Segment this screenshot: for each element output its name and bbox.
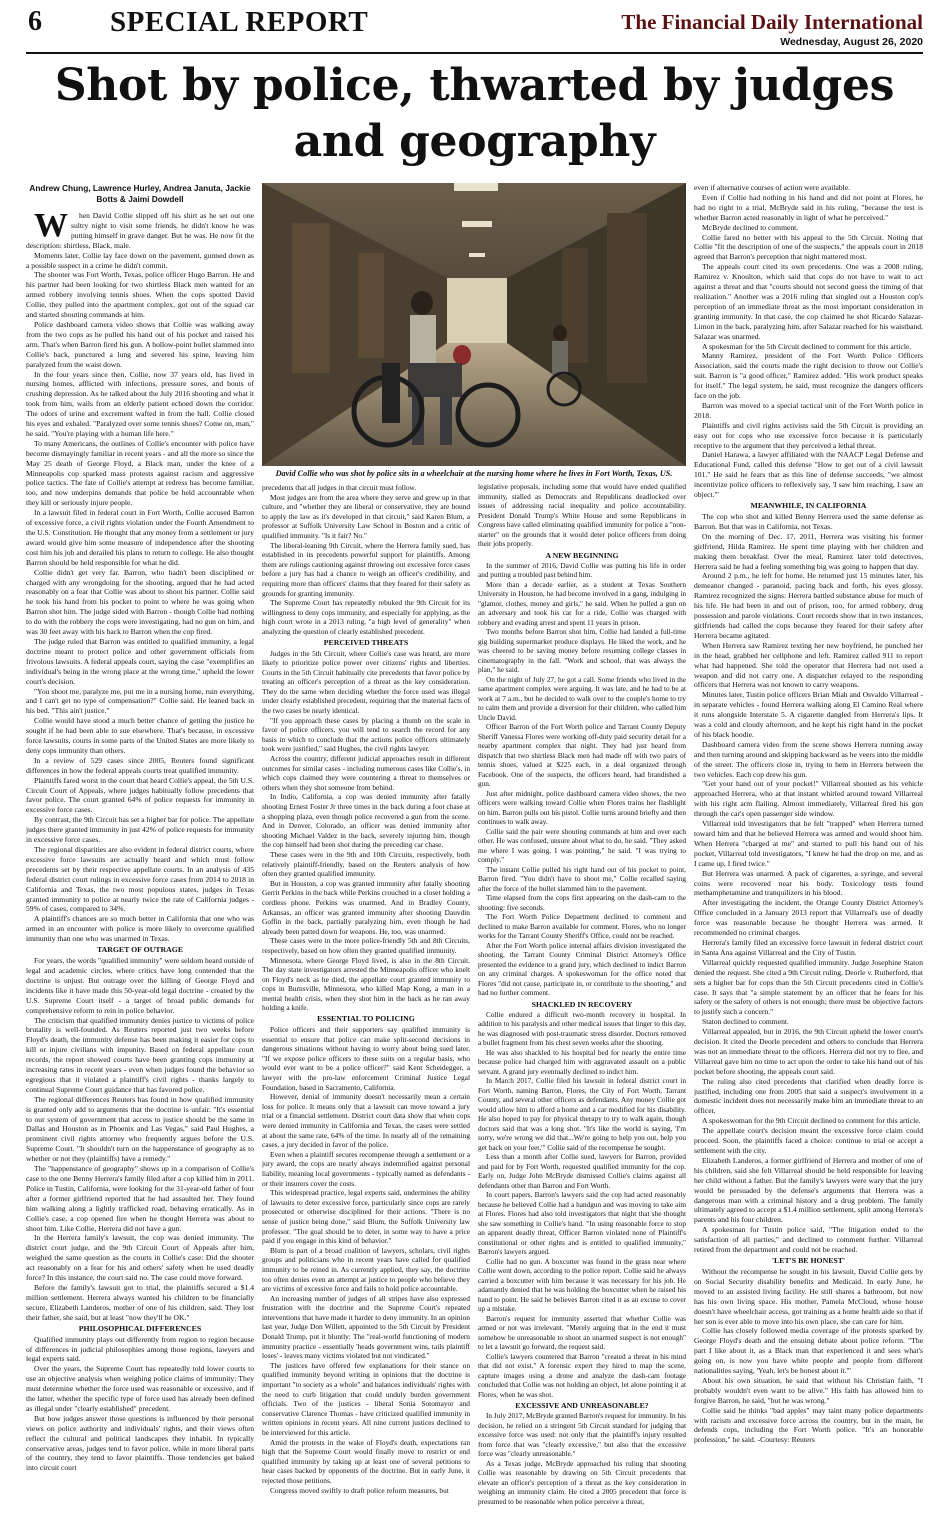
article-paragraph: After investigating the incident, the Orange County District Attorney's Office concluded in a January 2013 report that Villarreal's use of deadly force was reasonable because he thought Herrera was armed. It recommended no criminal charges. (694, 898, 923, 938)
article-paragraph: Daniel Harawa, a lawyer affiliated with the NAACP Legal Defense and Educational Fund, called this defense "How to get out of a civil lawsuit 101." He said he fears that as this line of defense succeeds, "we almost incentivize police officers to reflexively say, 'I saw him reaching, I saw an object.'" (694, 450, 923, 500)
article-paragraph: Moments later, Collie lay face down on the pavement, gunned down as a possible suspect in a crime he didn't commit. (26, 250, 254, 270)
article-paragraph: In the Herrera family's lawsuit, the cop was denied immunity. The district court judge, and the 9th Circuit Court of Appeals after him, weighed the same question as the courts in Collie's case: Did the shooter act reasonably on a fear for his and others' safety when he used deadly force? In this instance, the court said no. The case could move forward. (26, 1233, 254, 1283)
section-subhead: PERCEIVED THREATS (323, 637, 409, 647)
article-paragraph: Collie fared no better with his appeal to the 5th Circuit. Noting that Collie "fit the description of one of the suspects," the appeals court in 2018 agreed that Barron's perception that night mattered most. (694, 232, 923, 262)
article-paragraph: Minutes later, Tustin police officers Brian Miah and Osvaldo Villarreal - in separate vehicles - found Herrera walking along El Camino Real where it runs alongside Interstate 5. A cigarette dangled from Herrera's lips. It was a cold and cloudy afternoon, and he kept his right hand in the pocket of his black hoodie. (694, 690, 923, 739)
headline: Shot by police, thwarted by judges and geography (54, 60, 895, 167)
article-paragraph: In Indio, California, a cop was denied immunity after fatally shooting Ernest Foster Jr three times in the back during a foot chase at a shopping plaza, even though police recovered a gun from the scene. And in Denver, Colorado, an officer was denied immunity after shooting Michael Valdez in the back, severely injuring him, though the cop himself had been shot during the preceding car chase. (262, 792, 470, 850)
article-paragraph: Over the years, the Supreme Court has repeatedly told lower courts to use an objective analysis when weighing police claims of immunity: They must determine whether the force used was reasonable or excessive, and if the latter, whether the specific type of force used has already been defined as illegal under "clearly established" precedent. (26, 1364, 254, 1413)
article-paragraph: The regional differences Reuters has found in how qualified immunity is granted only add to arguments that the doctrine is unfair. "It's essential to our system of government that access to justice should be the same in Dallas and Houston as in Phoenix and Las Vegas," said Paul Hughes, a prominent civil rights attorney who frequently argues before the U.S. Supreme Court. "It shouldn't turn on the happenstance of geography as to whether or not they (plaintiffs) have a remedy." (26, 1094, 254, 1164)
article-paragraph: On the night of July 27, he got a call. Some friends who lived in the same apartment complex were arguing. It was late, and he had to be at work at 7 a.m., but he decided to walk over to the couple's home to try to calm them and provide a diversion for their children, who called him Uncle David. (478, 675, 686, 722)
article-paragraph: About his own situation, he said that without his Christian faith, "I probably wouldn't even want to be alive." His faith has allowed him to forgive Barron, he said, "but he was wrong." (694, 1375, 923, 1405)
section-subhead: EXCESSIVE AND UNREASONABLE? (515, 1401, 649, 1410)
article-paragraph: Around 2 p.m., he left for home. He returned just 15 minutes later, his demeanor changed - paranoid, pacing back and forth, his eyes glossy. Ramirez recognized the signs: Herrera battled substance abuse for much of his life. He had been in and out of prison, too, for armed robbery, drug possession and parole violations. Court records show that in two instances, girlfriends had called the cops because they feared for their safety after Herrera became agitated. (694, 571, 923, 640)
article-paragraph: On the morning of Dec. 17, 2011, Herrera was visiting his former girlfriend, Hilda Ramirez. He spent time playing with her children and making them breakfast. Over the meal, Ramirez later told detectives, Herrera said he had a feeling something big was going to happen that day. (694, 531, 923, 571)
article-paragraph: These cases were in the 9th and 10th Circuits, respectively, both relatively plaintiff-friendly, based on the Reuters analysis of how often they granted qualified immunity. (262, 849, 470, 879)
article-paragraph: The shooter was Fort Worth, Texas, police officer Hugo Barron. He and his partner had been looking for two shirtless Black men wanted for an armed robbery involving tennis shoes. When the cops spotted David Collie, they pulled into the apartment complex, got out of the squad car and started shouting commands at him. (26, 270, 254, 320)
article-paragraph: To many Americans, the outlines of Collie's encounter with police have become dismayingly familiar in recent years - and all the more so since the May 25 death of George Floyd, a Black man, under the knee of a Minneapolis cop sparked mass protests against racism and aggressive police tactics. The fate of Collie's attempt at redress has become familiar, too, and now underpins demands that police be held accountable when they kill or seriously injure people. (26, 438, 254, 508)
photo-caption: David Collie who was shot by police sits in a wheelchair at the nursing home where he lives in Fort Worth, Texas, US. (275, 469, 673, 478)
article-paragraph: The justices have offered few explanations for their stance on qualified immunity beyond writing in opinions that the doctrine is important "to society as a whole" and balances individuals' rights with the need to curb litigation that could unduly burden government officials. Two of the justices - liberal Sonia Sotomayor and conservative Clarence Thomas - have criticized qualified immunity in written opinions in recent years. All nine current justices declined to be interviewed for this article. (262, 1360, 470, 1437)
article-paragraph: The Supreme Court has repeatedly rebuked the 9th Circuit for its willingness to deny cops immunity, and especially for applying, as the high court wrote in a 2013 ruling, "a high level of generality" when analyzing the question of clearly established precedent. (262, 598, 470, 636)
article-paragraph: McBryde declined to comment. (702, 222, 799, 232)
nursing-home-hallway-image (262, 183, 686, 466)
article-paragraph: Collie endured a difficult two-month recovery in hospital. In addition to his paralysis and other medical issues that linger to this day, he was diagnosed with post-traumatic stress disorder. Doctors removed a bullet fragment from his chest seven weeks after the shooting. (478, 1010, 686, 1047)
article-paragraph: Collie's lawyers countered that Barron "created a threat in his mind that did not exist." A forensic expert they hired to map the scene, capture images using a drone and analyze the dash-cam footage concluded that Collie was not holding an object, let alone pointing it at Flores, when he was shot. (478, 1352, 686, 1399)
article-paragraph: Most judges are from the area where they serve and grew up in that culture, and "whether they are liberal or conservative, they are bound to apply the law as it's developed in that circuit," said Karen Blum, a professor at Suffolk University Law School in Boston and a critic of qualified immunity. "Is it fair? No." (262, 492, 470, 540)
article-paragraph: Collie said he thinks "bad apples" may taint many police departments with racism and excessive force across the country, but in the main, he defends cops, including the Fort Worth police. "It's an honorable profession," he said. -Courtesy: Reuters (694, 1405, 923, 1445)
article-paragraph: In a review of 529 cases since 2005, Reuters found significant differences in how the federal appeals courts treat qualified immunity. (26, 755, 254, 775)
article-paragraph: The criticism that qualified immunity denies justice to victims of police brutality is well-founded. As Reuters reported just two weeks before Floyd's death, the immunity defense has been making it easier for cops to kill or injure civilians with impunity. Based on federal appellate court records, the report showed courts have been granting cops immunity at increasing rates in recent years - even when judges found the behavior so egregious that it violated a plaintiff's civil rights - thanks largely to continual Supreme Court guidance that has favored police. (26, 1015, 254, 1094)
article-paragraph: The instant Collie pulled his right hand out of his pocket to point, Barron fired. "You didn't have to shoot me," Collie recalled saying after the force of the bullet slammed him to the pavement. (478, 865, 686, 893)
article-paragraph: Across the country, different judicial approaches result in different outcomes for similar cases - including numerous cases like Collie's, in which cops claimed they were countering a threat to themselves or others when they shot someone from behind. (262, 754, 470, 792)
article-paragraph: Without the recompense he sought in his lawsuit, David Collie gets by on Social Security disability benefits and Medicaid. In early June, he moved to an assisted living facility. He still shares a bathroom, but now has his own living space. His mother, Pamela McCloud, whose house doesn't have wheelchair access, got training as a home health aide so that if her son is ever able to move into his own place, she can care for him. (694, 1266, 923, 1326)
article-paragraph: As a Texas judge, McBryde approached his ruling that shooting Collie was reasonable by drawing on 5th Circuit precedents that elevate an officer's perception of a threat as the key consideration in weighing an immunity claim. He cited a 2005 precedent that force is presumed to be reasonable when police perceive a threat, (478, 1459, 686, 1506)
article-paragraph: A spokeswoman for the 9th Circuit declined to comment for this article. (702, 1116, 921, 1126)
article-paragraph: The cop who shot and killed Benny Herrera used the same defense as Barron. But that was in California, not Texas. (694, 512, 923, 531)
section-subhead: MEANWHILE, IN CALIFORNIA (750, 501, 867, 510)
article-paragraph: Just after midnight, police dashboard camera video shows, the two officers were walking toward Collie when Flores trains her flashlight on him. Barron pulls out his pistol. Collie turns around briefly and then continues to walk away. (478, 789, 686, 826)
article-paragraph: But in Houston, a cop was granted immunity after fatally shooting Gerrit Perkins in the back while Perkins crouched in a closet holding a cordless phone. Perkins was unarmed. And in Bradley County, Arkansas, an officer was granted immunity after shooting Dauvdin Goffin in the back, partially paralyzing him, even though he had already been patted down for weapons. He, too, was unarmed. (262, 878, 470, 936)
section-subhead: ESSENTIAL TO POLICING (317, 1014, 415, 1024)
section-title: SPECIAL REPORT (110, 6, 369, 38)
article-paragraph: The regional disparities are also evident in federal district courts, where excessive force lawsuits are actually heard and which must follow precedents set by their respective appellate courts. In an analysis of 435 federal district court rulings in excessive force cases from 2014 to 2018 in California and Texas, the two most populous states, judges in Texas granted immunity to police at nearly twice the rate of California judges - 59% of cases, compared to 34%. (26, 845, 254, 914)
article-paragraph: Before the family's lawsuit got to trial, the plaintiffs secured a $1.4 million settlement. Herrera always wanted his children to be financially secure, Elizabeth Landeros, mother of one of his children, said. They lost their father, she said, but at least "now they'll be OK." (26, 1282, 254, 1322)
article-paragraph: However, denial of immunity doesn't necessarily mean a certain loss for police. It means only that a lawsuit can move toward a jury trial or a financial settlement. District court data show that when cops were denied immunity in California and Texas, the cases were settled at about the same rate, 64% of the time. In nearly all of the remaining cases, a jury decided in favor of the police. (262, 1092, 470, 1150)
article-paragraph: Barron was moved to a special tactical unit of the Fort Worth police in 2018. (694, 400, 923, 420)
article-paragraph: The Fort Worth Police Department declined to comment and declined to make Barron available for comment. Flores, who no longer works for the Tarrant County Sheriff's Office, could not be reached. (478, 913, 686, 940)
article-paragraph: Even when a plaintiff secures recompense through a settlement or a jury award, the cops are nearly always indemnified against personal liability, meaning local governments - typically named as defendants - or their insurers cover the costs. (262, 1149, 470, 1188)
article-paragraph: even if alternative courses of action were available. (694, 183, 851, 192)
article-paragraph: In a lawsuit filed in federal court in Fort Worth, Collie accused Barron of excessive force, a civil rights violation under the Fourth Amendment to the U.S. Constitution. He thought that any money from a settlement or jury award would give him some measure of independence after the shooting cost him his job and derailed his plans to return to college. He also thought Barron should be held responsible for what he did. (26, 508, 254, 567)
article-paragraph: The ruling also cited precedents that clarified when deadly force is justified, including one from 2005 that said a suspect's involvement in a domestic incident does not necessarily make him an immediate threat to an officer. (694, 1076, 923, 1116)
article-paragraph: This widespread practice, legal experts said, undermines the ability of lawsuits to deter excessive force, particularly since cops are rarely prosecuted or otherwise disciplined for their actions. "There is no sense of justice being done," said Blum, the Suffolk University law professor. "The goal should be to deter, in some way to have a price paid if you engage in this kind of behavior." (262, 1188, 470, 1246)
article-paragraph: legislative proposals, including some that would have ended qualified immunity, stalled as Democrats and Republicans deadlocked over issues of addressing racial inequality and police accountability. President Donald Trump's White House and some Republicans in Congress have called eliminating qualified immunity for police a "non-starter" on the grounds that it would deter police officers from doing their jobs properly. (478, 483, 686, 548)
article-paragraph: But Herrera was unarmed. A pack of cigarettes, a syringe, and several coins were recovered near his body. Toxicology tests found methamphetamine and tranquilizers in his blood. (694, 868, 923, 898)
byline: Andrew Chung, Lawrence Hurley, Andrea Januta, Jackie Botts & Jaimi Dowdell (29, 183, 251, 204)
article-paragraph: The judge ruled that Barron was entitled to qualified immunity, a legal doctrine meant to protect police and other government officials from frivolous lawsuits. A federal appeals court, saying the case "exemplifies an individual's being in the wrong place at the wrong time," upheld the lower court's decision. (26, 636, 254, 686)
page-number: 6 (28, 6, 42, 37)
article-paragraph: Amid the protests in the wake of Floyd's death, expectations ran high that the Supreme Court would finally move to restrict or end qualified immunity by taking up at least one of several petitions to hear cases backed by opponents of the doctrine. But in early June, it rejected those petitions. (262, 1437, 470, 1485)
article-paragraph: Villarreal appealed, but in 2016, the 9th Circuit upheld the lower court's decision. It cited the Deorle precedent and others to conclude that Herrera was not an immediate threat to the officers. Herrera did not try to flee, and Villarreal gave him no time to act upon the order to take his hand out of his pocket before shooting, the appeals court said. (694, 1027, 923, 1076)
article-paragraph: Officer Barron of the Fort Worth police and Tarrant County Deputy Sheriff Vanessa Flores were working off-duty paid security detail for a nearby apartment complex that night. They had just heard from dispatch that two shirtless Black men had made off with two pairs of tennis shoes, valued at $225 each, in a deal organized through Facebook. One of the suspects, the officers heard, had brandished a gun. (478, 723, 686, 788)
article-paragraph: Villarreal quickly requested qualified immunity. Judge Josephine Staton denied the request. She cited a 9th Circuit ruling, Deorle v. Rutherford, that sets a higher bar for cops than the 5th Circuit precedents cited in Collie's case. It says that "a simple statement by an officer that he fears for his safety or the safety of others is not enough; there must be objective factors to justify such a concern." (694, 957, 923, 1017)
article-paragraph: A plaintiff's chances are so much better in California that one who was armed in an encounter with police is more likely to overcome qualified immunity than one who was unarmed in Texas. (26, 914, 254, 944)
article-paragraph: Two months before Barron shot him, Collie had landed a full-time gig building supermarket produce displays. He liked the work, and he was cheered to be saving money before resuming college classes in cinematography in the fall. "Work and school, that was always the plan," he said. (478, 628, 686, 674)
article-column-1 (26, 211, 254, 1513)
article-paragraph: But how judges answer those questions is influenced by their personal views on police authority and individuals' rights, and their views often reflect the cultural and political landscapes they inhabit. In typically conservative areas, judges tend to favor police, while in more liberal parts of the country, they tend to favor plaintiffs. Those tendencies get baked into circuit court (26, 1413, 254, 1473)
article-paragraph: The appellate court's decision meant the excessive force claim could proceed. Soon, the plaintiffs faced a choice: continue to trial or accept a settlement with the city. (694, 1126, 923, 1155)
article-paragraph: The liberal-leaning 9th Circuit, where the Herrera family sued, has established in its precedents powerful support for plaintiffs. Among them are rulings cautioning against throwing out excessive force cases before a jury has had a chance to weigh an officer's credibility, and requiring more than officers' claims that they feared for their safety as grounds for granting immunity. (262, 540, 470, 598)
article-paragraph: In July 2017, McBryde granted Barron's request for immunity. In his decision, he relied on a stringent 5th Circuit standard for judging that excessive force was used: not only that the plaintiff's injury resulted from force that was "clearly excessive," but also that the excessive force was "clearly unreasonable." (478, 1412, 686, 1458)
article-paragraph: More than a decade earlier, as a student at Texas Southern University in Houston, he had become involved in a gang, indulging in "glamor, clothes, money and girls," he said. When he pulled a gun on an adversary and took his car for a ride, Collie was charged with robbery and evading arrest and spent 11 years in prison. (478, 580, 686, 627)
article-paragraph: Herrera's family filed an excessive force lawsuit in federal district court in Santa Ana against Villarreal and the City of Tustin. (694, 937, 923, 957)
article-paragraph: Even if Collie had nothing in his hand and did not point at Flores, he had no right to a trial, McBryde said in his ruling, "because the test is whether Barron acted reasonably in light of what he perceived." (694, 192, 923, 222)
article-paragraph: Manny Ramirez, president of the Fort Worth Police Officers Association, said the courts made the right decision to throw out Collie's suit. Barron is "a good officer," Ramirez added. "His work product speaks for itself." The legal system, he said, must recognize the dangers officers face on the job. (694, 351, 923, 401)
section-subhead: PHILOSOPHICAL DIFFERENCES (78, 1323, 202, 1333)
article-paragraph: Blum is part of a broad coalition of lawyers, scholars, civil rights groups and politicians who in recent years have called for qualified immunity to be reined in. As currently applied, they say, the doctrine too often denies even an attempt at justice to people who believe they are victims of excessive force and fails to hold police accountable. (262, 1245, 470, 1294)
article-column-2 (262, 483, 470, 1513)
masthead-rule (26, 52, 923, 54)
article-paragraph: Collie didn't get very far. Barron, who hadn't been disciplined or charged with any wrongdoing for the shooting, argued that he had acted reasonably on a fear that Collie was about to shoot his partner. Collie said he took his hand from his pocket to point to where he was going when Barron shot him. The judge sided with Barron - though Collie had nothing to do with the robbery the cops were investigating, had no gun on him, and was 30 feet away with his back to Barron when the cop fired. (26, 567, 254, 637)
article-paragraph: "You shoot me, paralyze me, put me in a nursing home, ruin everything, and I can't get no type of compensation?" Collie said. He leaned back in his bed. "This ain't justice." (26, 686, 254, 716)
newspaper-name: The Financial Daily International (621, 10, 923, 34)
article-paragraph: Barron's request for immunity asserted that whether Collie was armed or not was irrelevant. "Merely arguing that in the end it must somehow be unreasonable to shoot an unarmed suspect is not enough" to let a lawsuit go forward, the request said. (478, 1314, 686, 1351)
article-paragraph: Time elapsed from the cops first appearing on the dash-cam to the shooting: five seconds. (478, 894, 686, 912)
article-paragraph: By contrast, the 9th Circuit has set a higher bar for police. The appellate judges there granted immunity in just 42% of police requests for immunity in excessive force cases. (26, 815, 254, 845)
article-paragraph: Collie had no gun. A boxcutter was found in the grass near where Collie went down, according to the police report. Collie said he always carried a boxcutter with him because it was necessary for his job. He adamantly denied that he was holding the boxcutter when he raised his hand to point. He said he believes Barron cited it as an excuse to cover up a mistake. (478, 1257, 686, 1313)
article-paragraph: Judges in the 5th Circuit, where Collie's case was heard, are more likely to prioritize police power over citizens' rights and liberties. Courts in the 5th Circuit habitually cite precedents that favor police by treating an officer's perception of a threat as the key consideration. They do the same when deciding whether the force used was illegal under clearly established precedent, requiring that the material facts of the two cases be nearly identical. (262, 648, 470, 716)
article-paragraph: Police officers and their supporters say qualified immunity is essential to ensure that police can make split-second decisions in dangerous situations without having to worry about being sued later. "If we expose police officers to these suits on a regular basis, who would ever want to be a police officer?" said Kent Scheidegger, a lawyer with the pro-law enforcement Criminal Justice Legal Foundation, based in Sacramento, California. (262, 1025, 470, 1092)
article-photo (262, 183, 686, 466)
article-paragraph: Less than a month after Collie sued, lawyers for Barron, provided and paid for by Fort Worth, requested qualified immunity for the cop. Early on, Judge John McBryde dismissed Collie's claims against all defendants other than Barron and Fort Worth. (478, 1153, 686, 1190)
article-paragraph: Plaintiffs and civil rights activists said the 5th Circuit is providing an easy out for cops who use excessive force because it is particularly receptive to the argument that they perceived a lethal threat. (694, 420, 923, 450)
article-paragraph: A spokesman for the 5th Circuit declined to comment for this article. (702, 341, 912, 351)
article-paragraph: A spokesman for Tustin police said, "The litigation ended to the satisfaction of all parties," and declined to comment further. Villarreal retired from the department and could not be reached. (694, 1225, 923, 1255)
article-paragraph: Congress moved swiftly to draft police reform measures, but (270, 1485, 449, 1495)
article-paragraph: Dashboard camera video from the scene shows Herrera running away and then turning around and skipping backward as he veers into the middle of the street. The officers close in, trying to hem in Herrera between the two vehicles. Each cop drew his gun. (694, 739, 923, 779)
article-paragraph: These cases were in the more police-friendly 5th and 8th Circuits, respectively, based on how often they granted qualified immunity. (262, 936, 470, 955)
article-paragraph: Collie has closely followed media coverage of the protests sparked by George Floyd's death and the ensuing debate about police reform. "The part I like about it, as a Black man that experienced it and sees what's going on, is now you have white people and people from different nationalities saying, 'Yeah, let's be honest about it.'" (694, 1326, 923, 1376)
article-paragraph: For years, the words "qualified immunity" were seldom heard outside of legal and academic circles, where critics have long contended that the doctrine is unjust. But outrage over the killing of George Floyd and incidents like it have made this 50-year-old legal doctrine - created by the U.S. Supreme Court itself - a target of broad public demands for comprehensive reform to rein in police behavior. (26, 956, 254, 1015)
article-paragraph: Collie said the pair were shouting commands at him and over each other. He was confused, unsure about what to do, he said. "They asked me where I was going, I was pointing," he said. "I was trying to comply." (478, 827, 686, 864)
article-paragraph: The appeals court cited its own precedents. One was a 2008 ruling, Ramirez v. Knoulton, which said that cops do not have to wait to act against a threat and that "courts should not second guess the timing of that realization." Another was a 2016 ruling that singled out a Houston cop's perception of an immediate threat as the most important consideration in granting immunity. In that case, the cop claimed he shot Ricardo Salazar-Limon in the back, paralyzing him, after Salazar reached for his waistband. Salazar was unarmed. (694, 262, 923, 341)
article-paragraph: The "happenstance of geography" shows up in a comparison of Collie's case to the one Benny Herrera's family filed after a cop killed him in 2011. Police in Tustin, California, were looking for the 31-year-old father of four after a former girlfriend reported that he had assaulted her. They found him walking along a lightly trafficked road, behaving erratically. As in Collie's case, a cop opened fire when he thought Herrera was about to shoot him. Like Collie, Herrera did not have a gun. (26, 1164, 254, 1233)
article-paragraph: Elizabeth Landeros, a former girlfriend of Herrera and mother of one of his children, said she felt Villarreal should be held responsible for leaving her child without a father. But the family's lawyers were wary that the jury would be persuaded by the defense's arguments that Herrera was a dangerous man with a criminal history and a drug problem. The family ultimately agreed to accept a $1.4 million settlement, split among Herrera's parents and his four children. (694, 1155, 923, 1225)
section-subhead: TARGET OF OUTRAGE (96, 945, 184, 955)
article-paragraph: In court papers, Barron's lawyers said the cop had acted reasonably because he believed Collie had a handgun and was moving to take aim at Flores. Flores had also told investigators that night that she thought she saw something in Collie's hand. "In using reasonable force to stop an apparent deadly threat, Officer Barron violated none of Plaintiff's constitutional or other rights and is entitled to qualified immunity," Barron's lawyers argued. (478, 1191, 686, 1256)
article-paragraph: "Get your hand out of your pocket!" Villarreal shouted as his vehicle approached Herrera, who at that instant whirled around toward Villarreal with his right arm flailing. Almost immediately, Villarreal fired his gun through the car's open passenger side window. (694, 779, 923, 819)
masthead (0, 0, 945, 58)
article-paragraph: Collie would have stood a much better chance of getting the justice he sought if he had been able to sue elsewhere. That's because, in excessive force lawsuits, courts in some parts of the United States are more likely to deny cops immunity than others. (26, 716, 254, 755)
article-paragraph: After the Fort Worth police internal affairs division investigated the shooting, the Tarrant County Criminal District Attorney's Office presented the evidence to a grand jury, which declined to indict Barron on any criminal charges. A spokeswoman for the office noted that Flores "did not cause, participate in, or contribute to the shooting," and had no further comment. (478, 941, 686, 997)
article-paragraph: Plaintiffs fared worst in the court that heard Collie's appeal, the 5th U.S. Circuit Court of Appeals, where judges habitually follow precedents that favor police. The court granted 64% of police requests for immunity in excessive force cases. (26, 775, 254, 815)
issue-date: Wednesday, August 26, 2020 (780, 36, 923, 48)
article-paragraph: Staton declined to comment. (702, 1017, 789, 1027)
article-paragraph: When Herrera saw Ramirez texting her new boyfriend, he punched her in the head, grabbed her cellphone and left. Ramirez called 911 to report what had happened. She told the operator that Herrera had not used a weapon and did not carry one. A dispatcher relayed to the responding officers that Herrera was not known to carry weapons. (694, 640, 923, 690)
article-column-3 (478, 483, 686, 1513)
article-paragraph: "If you approach these cases by placing a thumb on the scale in favor of police officers, you will tend to search the record for any basis in which to conclude that the actions police officers ultimately took were justified," said Hughes, the civil rights lawyer. (262, 715, 470, 754)
article-paragraph: Minnesota, where George Floyd lived, is also in the 8th Circuit. The day state investigators arrested the Minneapolis officer who knelt on Floyd's neck as he died, the appellate court granted immunity to cops in Burnsville, Minnesota, who killed Map Kong, a man in a mental health crisis, when they shot him in the back as he ran away holding a knife. (262, 955, 470, 1013)
article-paragraph: Police dashboard camera video shows that Collie was walking away from the two cops as he pulled his hand out of his pocket and raised his arm. That's when Barron fired his gun. A hollow-point bullet slammed into Collie's back, punctured a lung and severed his spine, leaving him paralyzed from the waist down. (26, 319, 254, 369)
article-column-4 (694, 183, 923, 1513)
article-paragraph: In March 2017, Collie filed his lawsuit in federal district court in Fort Worth, naming Barron, Flores, the City of Fort Worth, Tarrant County, and several other officers as defendants. Any money Collie got would allow him to afford a home and a car modified for his disability. He also hoped to pay for physical therapy to try to walk again, though doctors said that was a long shot. "It's like the world is saying, 'I'm sorry, we're wrong we did that...We're going to help you out, help you get back on your feet,'" Collie said of the recompense he sought. (478, 1077, 686, 1152)
article-paragraph: Qualified immunity plays out differently from region to region because of differences in judicial philosophies among those regions, lawyers and legal experts said. (26, 1334, 254, 1364)
article-paragraph: precedents that all judges in that circuit must follow. (262, 483, 417, 492)
article-paragraph: He was also shackled to his hospital bed for nearly the entire time because police had charged him with aggravated assault on a public servant. A grand jury eventually declined to indict him. (478, 1048, 686, 1076)
section-subhead: SHACKLED IN RECOVERY (531, 999, 633, 1009)
article-paragraph: When David Collie slipped off his shirt as he set out one sultry night to visit some friends, he didn't know he was putting himself in grave danger. But he was. He now fit the description: shirtless, Black, male. (26, 211, 254, 250)
article-paragraph: In the four years since then, Collie, now 37 years old, has lived in nursing homes, afflicted with infections, pressure sores, and bouts of crushing depression. As he talked about the July 2016 shooting and what it took from him, wails from an elderly patient echoed down the corridor. The odors of urine and excrement wafted in from the hall. Collie closed his eyes and exhaled. "Paralyzed over some tennis shoes? Come on, man," he said. "You're playing with a human life here." (26, 369, 254, 438)
section-subhead: 'LET'S BE HONEST' (771, 1255, 846, 1265)
article-paragraph: An increasing number of judges of all stripes have also expressed frustration with the doctrine and the Supreme Court's repeated interventions that have made it harder to deny immunity. In an opinion last year, Judge Don Willett, appointed to the 5th Circuit by President Donald Trump, put it bluntly: The "real-world functioning of modern immunity practice - essentially 'heads government wins, tails plaintiff loses' - leaves many victims violated but not vindicated." (262, 1293, 470, 1361)
article-paragraph: In the summer of 2016, David Collie was putting his life in order and putting a troubled past behind him. (478, 561, 686, 579)
article-paragraph: Villarreal told investigators that he felt "trapped" when Herrera turned toward him and that he believed Herrera was armed and would shoot him. When Herrera "charged at me" and started to pull his hand out of his pocket, Villarreal told investigators, "I knew he had the drop on me, and as I came up, I fired twice." (694, 819, 923, 868)
section-subhead: A NEW BEGINNING (545, 550, 619, 560)
